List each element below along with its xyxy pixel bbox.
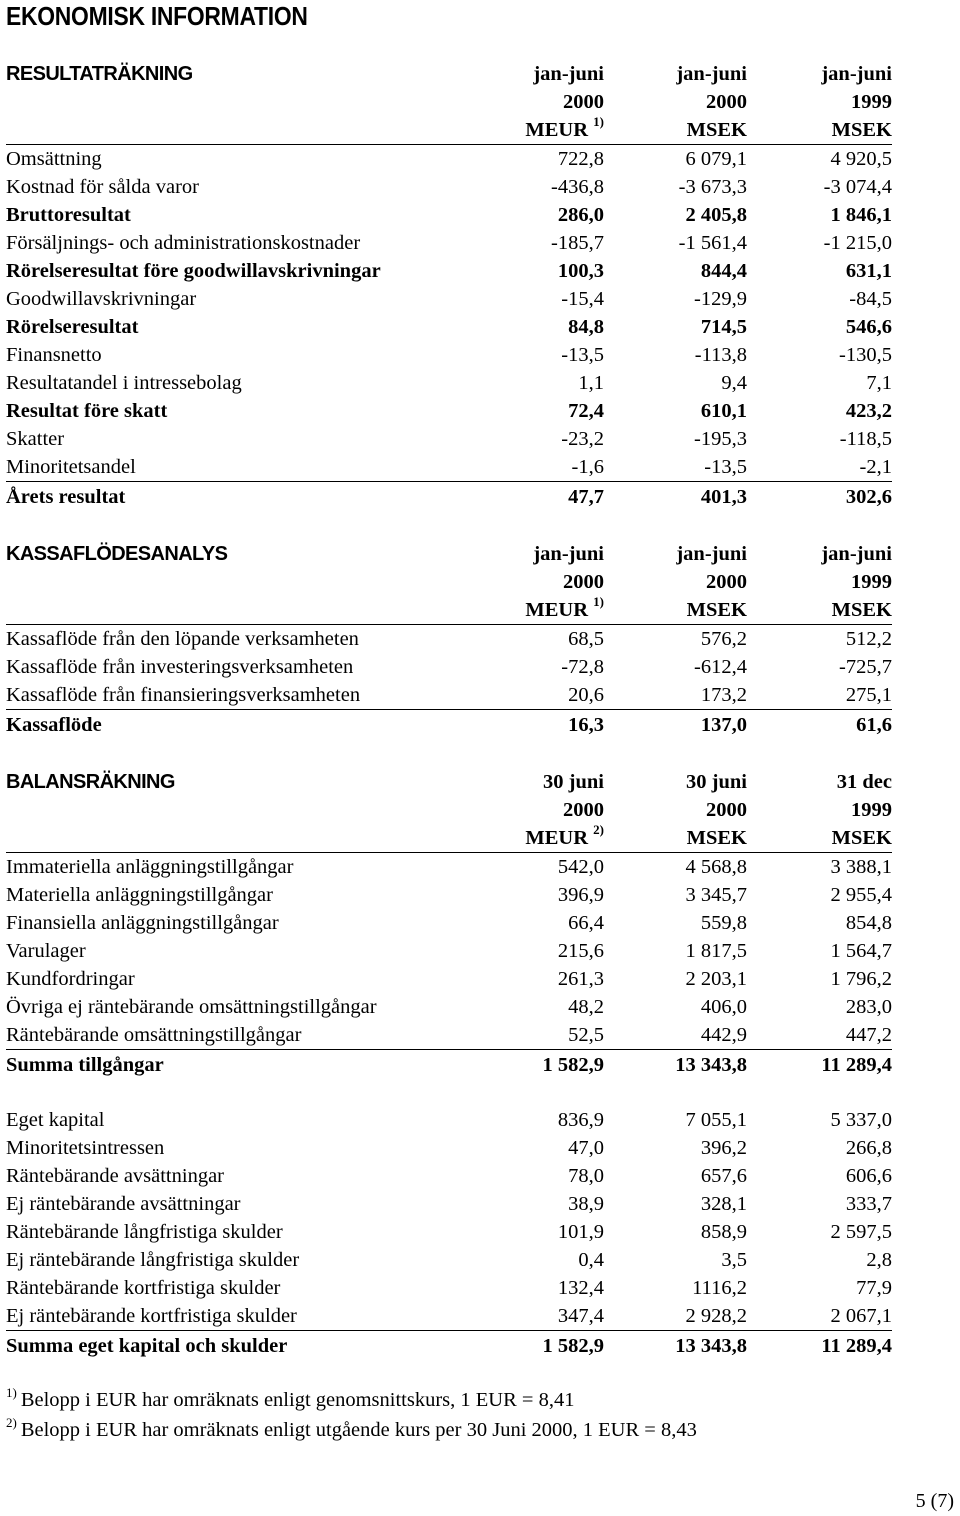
footnote-text: Belopp i EUR har omräknats enligt genomsnittskurs, 1 EUR = 8,41: [20, 1389, 575, 1411]
row-label: Ej räntebärande kortfristiga skulder: [6, 1305, 297, 1327]
footnote-ref: 1): [593, 114, 604, 130]
page-number: 5 (7): [915, 1490, 954, 1512]
income-header-unit-row: [6, 116, 892, 145]
row-value: 20,6: [568, 684, 604, 706]
income-statement-table: [6, 60, 892, 512]
row-value: 48,2: [568, 996, 604, 1018]
cashflow-header-year-row: [6, 568, 892, 596]
row-value: -2,1: [859, 456, 892, 478]
column-year: 2000: [706, 91, 747, 113]
row-value: 2 928,2: [685, 1305, 747, 1327]
footnote-ref: 1): [593, 594, 604, 610]
row-value: -13,5: [704, 456, 747, 478]
row-value: -118,5: [839, 428, 892, 450]
row-label: Kassaflöde från den löpande verksamheten: [6, 628, 359, 650]
total-row: [6, 482, 892, 513]
row-value: 1 564,7: [830, 940, 892, 962]
column-unit: [466, 116, 604, 145]
row-value: 84,8: [568, 316, 604, 338]
total-value: 1 582,9: [466, 1050, 604, 1081]
row-value: 1,1: [578, 372, 604, 394]
balance-sheet-table: [6, 768, 892, 1361]
table-row: [6, 1162, 892, 1190]
row-value: 722,8: [557, 148, 604, 170]
total-row: [6, 1050, 892, 1081]
row-label: Varulager: [6, 940, 86, 962]
row-label: Kassaflöde från investeringsverksamheten: [6, 656, 354, 678]
table-row: [6, 909, 892, 937]
row-value: 1116,2: [692, 1277, 747, 1299]
row-value: 347,4: [557, 1305, 604, 1327]
table-row: [6, 257, 892, 285]
table-row: [6, 145, 892, 174]
row-value: -84,5: [849, 288, 892, 310]
row-value: -612,4: [694, 656, 747, 678]
row-value: -72,8: [561, 656, 604, 678]
row-value: 610,1: [700, 400, 747, 422]
row-value: 286,0: [557, 204, 604, 226]
row-value: 423,2: [845, 400, 892, 422]
row-label: Rörelseresultat före goodwillavskrivningar: [6, 260, 381, 282]
row-value: 631,1: [845, 260, 892, 282]
row-label: Räntebärande långfristiga skulder: [6, 1221, 283, 1243]
row-value: 1 796,2: [830, 968, 892, 990]
unit-label: MEUR: [525, 827, 589, 849]
row-value: 3,5: [721, 1249, 747, 1271]
row-value: 7,1: [866, 372, 892, 394]
total-value: 47,7: [466, 482, 604, 513]
column-period: jan-juni: [821, 543, 892, 565]
row-value: 52,5: [568, 1024, 604, 1046]
total-row: [6, 710, 892, 741]
row-label: Räntebärande avsättningar: [6, 1165, 225, 1187]
row-value: 78,0: [568, 1165, 604, 1187]
total-value: 13 343,8: [604, 1331, 747, 1362]
row-value: 2 597,5: [830, 1221, 892, 1243]
column-year: 2000: [563, 571, 604, 593]
column-period: 30 juni: [543, 771, 604, 793]
footnote-ref: 2): [593, 822, 604, 838]
row-label: Omsättning: [6, 148, 102, 170]
row-value: 657,6: [700, 1165, 747, 1187]
row-value: 2 067,1: [830, 1305, 892, 1327]
row-value: 2,8: [866, 1249, 892, 1271]
total-row: [6, 1331, 892, 1362]
row-label: Kassaflöde från finansieringsverksamheten: [6, 684, 361, 706]
total-value: 1 582,9: [466, 1331, 604, 1362]
row-value: -3 074,4: [823, 176, 892, 198]
row-value: 714,5: [700, 316, 747, 338]
row-value: 2 203,1: [685, 968, 747, 990]
column-period: jan-juni: [676, 543, 747, 565]
row-value: 47,0: [568, 1137, 604, 1159]
row-value: 4 568,8: [685, 856, 747, 878]
table-row: [6, 341, 892, 369]
table-row: [6, 397, 892, 425]
table-row: [6, 625, 892, 654]
row-value: -725,7: [839, 656, 892, 678]
table-row: [6, 681, 892, 710]
row-label: Ej räntebärande avsättningar: [6, 1193, 241, 1215]
column-unit: [466, 596, 604, 625]
footnote-text: Belopp i EUR har omräknats enligt utgående kurs per 30 Juni 2000, 1 EUR = 8,43: [20, 1419, 697, 1441]
row-label: Ej räntebärande långfristiga skulder: [6, 1249, 300, 1271]
table-row: [6, 1218, 892, 1246]
total-label: Årets resultat: [6, 482, 466, 513]
row-label: Räntebärande omsättningstillgångar: [6, 1024, 302, 1046]
row-label: Finansnetto: [6, 344, 102, 366]
row-value: 606,6: [845, 1165, 892, 1187]
table-row: [6, 993, 892, 1021]
income-header-year-row: [6, 88, 892, 116]
table-row: [6, 965, 892, 993]
column-unit: MSEK: [747, 596, 892, 625]
row-label: Rörelseresultat: [6, 316, 139, 338]
row-label: Goodwillavskrivningar: [6, 288, 197, 310]
row-label: Övriga ej räntebärande omsättningstillgångar: [6, 996, 377, 1018]
footnote-2: [6, 1416, 906, 1446]
row-value: 5 337,0: [830, 1109, 892, 1131]
table-row: [6, 201, 892, 229]
row-value: 844,4: [700, 260, 747, 282]
row-value: -15,4: [561, 288, 604, 310]
total-value: 16,3: [466, 710, 604, 741]
table-row: [6, 1106, 892, 1134]
row-value: 3 388,1: [830, 856, 892, 878]
row-value: 559,8: [700, 912, 747, 934]
row-value: 266,8: [845, 1137, 892, 1159]
total-value: 401,3: [604, 482, 747, 513]
row-value: 546,6: [845, 316, 892, 338]
total-label: Summa tillgångar: [6, 1050, 466, 1081]
column-period: 30 juni: [686, 771, 747, 793]
row-value: -1,6: [571, 456, 604, 478]
table-row: [6, 453, 892, 482]
row-label: Resultatandel i intressebolag: [6, 372, 242, 394]
total-value: 11 289,4: [747, 1331, 892, 1362]
cashflow-header-period-row: [6, 540, 892, 568]
column-unit: MSEK: [604, 596, 747, 625]
row-label: Minoritetsandel: [6, 456, 136, 478]
page-title: EKONOMISK INFORMATION: [6, 1, 308, 31]
total-label: Summa eget kapital och skulder: [6, 1331, 466, 1362]
row-value: -3 673,3: [678, 176, 747, 198]
row-value: 215,6: [557, 940, 604, 962]
column-year: 2000: [563, 799, 604, 821]
balance-header-year-row: [6, 796, 892, 824]
table-row: [6, 1190, 892, 1218]
row-label: Räntebärande kortfristiga skulder: [6, 1277, 281, 1299]
row-value: -130,5: [839, 344, 892, 366]
column-year: 2000: [563, 91, 604, 113]
table-row: [6, 173, 892, 201]
cash-flow-table: [6, 540, 892, 740]
row-value: 0,4: [578, 1249, 604, 1271]
row-label: Eget kapital: [6, 1109, 105, 1131]
column-unit: [466, 824, 604, 853]
column-unit: MSEK: [747, 824, 892, 853]
row-value: -185,7: [551, 232, 604, 254]
table-row: [6, 425, 892, 453]
total-value: 137,0: [604, 710, 747, 741]
row-label: Kostnad för sålda varor: [6, 176, 199, 198]
row-value: 101,9: [557, 1221, 604, 1243]
row-value: 9,4: [721, 372, 747, 394]
row-value: 2 405,8: [685, 204, 747, 226]
row-value: 1 846,1: [830, 204, 892, 226]
row-value: 512,2: [845, 628, 892, 650]
row-value: 3 345,7: [685, 884, 747, 906]
row-value: 576,2: [700, 628, 747, 650]
unit-label: MEUR: [525, 599, 589, 621]
footnotes: [6, 1386, 906, 1446]
balance-header-period-row: [6, 768, 892, 796]
unit-label: MEUR: [525, 119, 589, 141]
row-value: 283,0: [845, 996, 892, 1018]
total-value: 302,6: [747, 482, 892, 513]
table-row: [6, 313, 892, 341]
total-value: 13 343,8: [604, 1050, 747, 1081]
balance-sheet-title: BALANSRÄKNING: [6, 771, 175, 793]
row-value: 542,0: [557, 856, 604, 878]
table-row: [6, 1134, 892, 1162]
row-value: -195,3: [694, 428, 747, 450]
footnote-mark: 1): [6, 1385, 17, 1400]
balance-header-unit-row: [6, 824, 892, 853]
total-label: Kassaflöde: [6, 710, 466, 741]
column-period: jan-juni: [821, 63, 892, 85]
row-value: 173,2: [700, 684, 747, 706]
row-value: 2 955,4: [830, 884, 892, 906]
income-statement-title: RESULTATRÄKNING: [6, 63, 193, 85]
row-value: 66,4: [568, 912, 604, 934]
column-period: jan-juni: [676, 63, 747, 85]
row-value: 396,2: [700, 1137, 747, 1159]
row-value: 6 079,1: [685, 148, 747, 170]
row-value: -129,9: [694, 288, 747, 310]
footnote-1: [6, 1386, 906, 1416]
table-row: [6, 229, 892, 257]
table-row: [6, 881, 892, 909]
row-value: 7 055,1: [685, 1109, 747, 1131]
row-value: 132,4: [557, 1277, 604, 1299]
column-year: 1999: [851, 571, 892, 593]
row-label: Immateriella anläggningstillgångar: [6, 856, 294, 878]
column-year: 1999: [851, 91, 892, 113]
row-label: Kundfordringar: [6, 968, 135, 990]
row-value: 406,0: [700, 996, 747, 1018]
row-value: 447,2: [845, 1024, 892, 1046]
row-value: 77,9: [856, 1277, 892, 1299]
table-row: [6, 1274, 892, 1302]
footnote-mark: 2): [6, 1415, 17, 1430]
row-value: 836,9: [557, 1109, 604, 1131]
column-unit: MSEK: [604, 116, 747, 145]
column-period: 31 dec: [836, 771, 892, 793]
table-row: [6, 853, 892, 882]
row-label: Minoritetsintressen: [6, 1137, 165, 1159]
row-label: Materiella anläggningstillgångar: [6, 884, 273, 906]
column-year: 1999: [851, 799, 892, 821]
column-unit: MSEK: [747, 116, 892, 145]
row-label: Finansiella anläggningstillgångar: [6, 912, 279, 934]
column-unit: MSEK: [604, 824, 747, 853]
row-value: 261,3: [557, 968, 604, 990]
row-value: 858,9: [700, 1221, 747, 1243]
row-label: Försäljnings- och administrationskostnader: [6, 232, 361, 254]
table-row: [6, 1021, 892, 1050]
column-period: jan-juni: [533, 63, 604, 85]
row-value: 38,9: [568, 1193, 604, 1215]
row-value: -1 561,4: [678, 232, 747, 254]
row-value: 442,9: [700, 1024, 747, 1046]
row-value: -436,8: [551, 176, 604, 198]
row-value: -113,8: [694, 344, 747, 366]
row-value: 68,5: [568, 628, 604, 650]
table-row: [6, 369, 892, 397]
total-value: 11 289,4: [747, 1050, 892, 1081]
row-value: 100,3: [557, 260, 604, 282]
table-row: [6, 285, 892, 313]
income-header-period-row: [6, 60, 892, 88]
row-value: -23,2: [561, 428, 604, 450]
cash-flow-title: KASSAFLÖDESANALYS: [6, 543, 228, 565]
row-value: 275,1: [845, 684, 892, 706]
spacer-row: [6, 1080, 892, 1106]
row-value: -13,5: [561, 344, 604, 366]
table-row: [6, 1302, 892, 1331]
row-label: Bruttoresultat: [6, 204, 131, 226]
table-row: [6, 937, 892, 965]
row-value: 72,4: [568, 400, 604, 422]
column-period: jan-juni: [533, 543, 604, 565]
row-label: Skatter: [6, 428, 65, 450]
row-value: 1 817,5: [685, 940, 747, 962]
row-value: -1 215,0: [823, 232, 892, 254]
table-row: [6, 653, 892, 681]
table-row: [6, 1246, 892, 1274]
row-value: 4 920,5: [830, 148, 892, 170]
row-value: 854,8: [845, 912, 892, 934]
row-value: 396,9: [557, 884, 604, 906]
row-label: Resultat före skatt: [6, 400, 168, 422]
cashflow-header-unit-row: [6, 596, 892, 625]
row-value: 328,1: [700, 1193, 747, 1215]
column-year: 2000: [706, 799, 747, 821]
column-year: 2000: [706, 571, 747, 593]
total-value: 61,6: [747, 710, 892, 741]
row-value: 333,7: [845, 1193, 892, 1215]
